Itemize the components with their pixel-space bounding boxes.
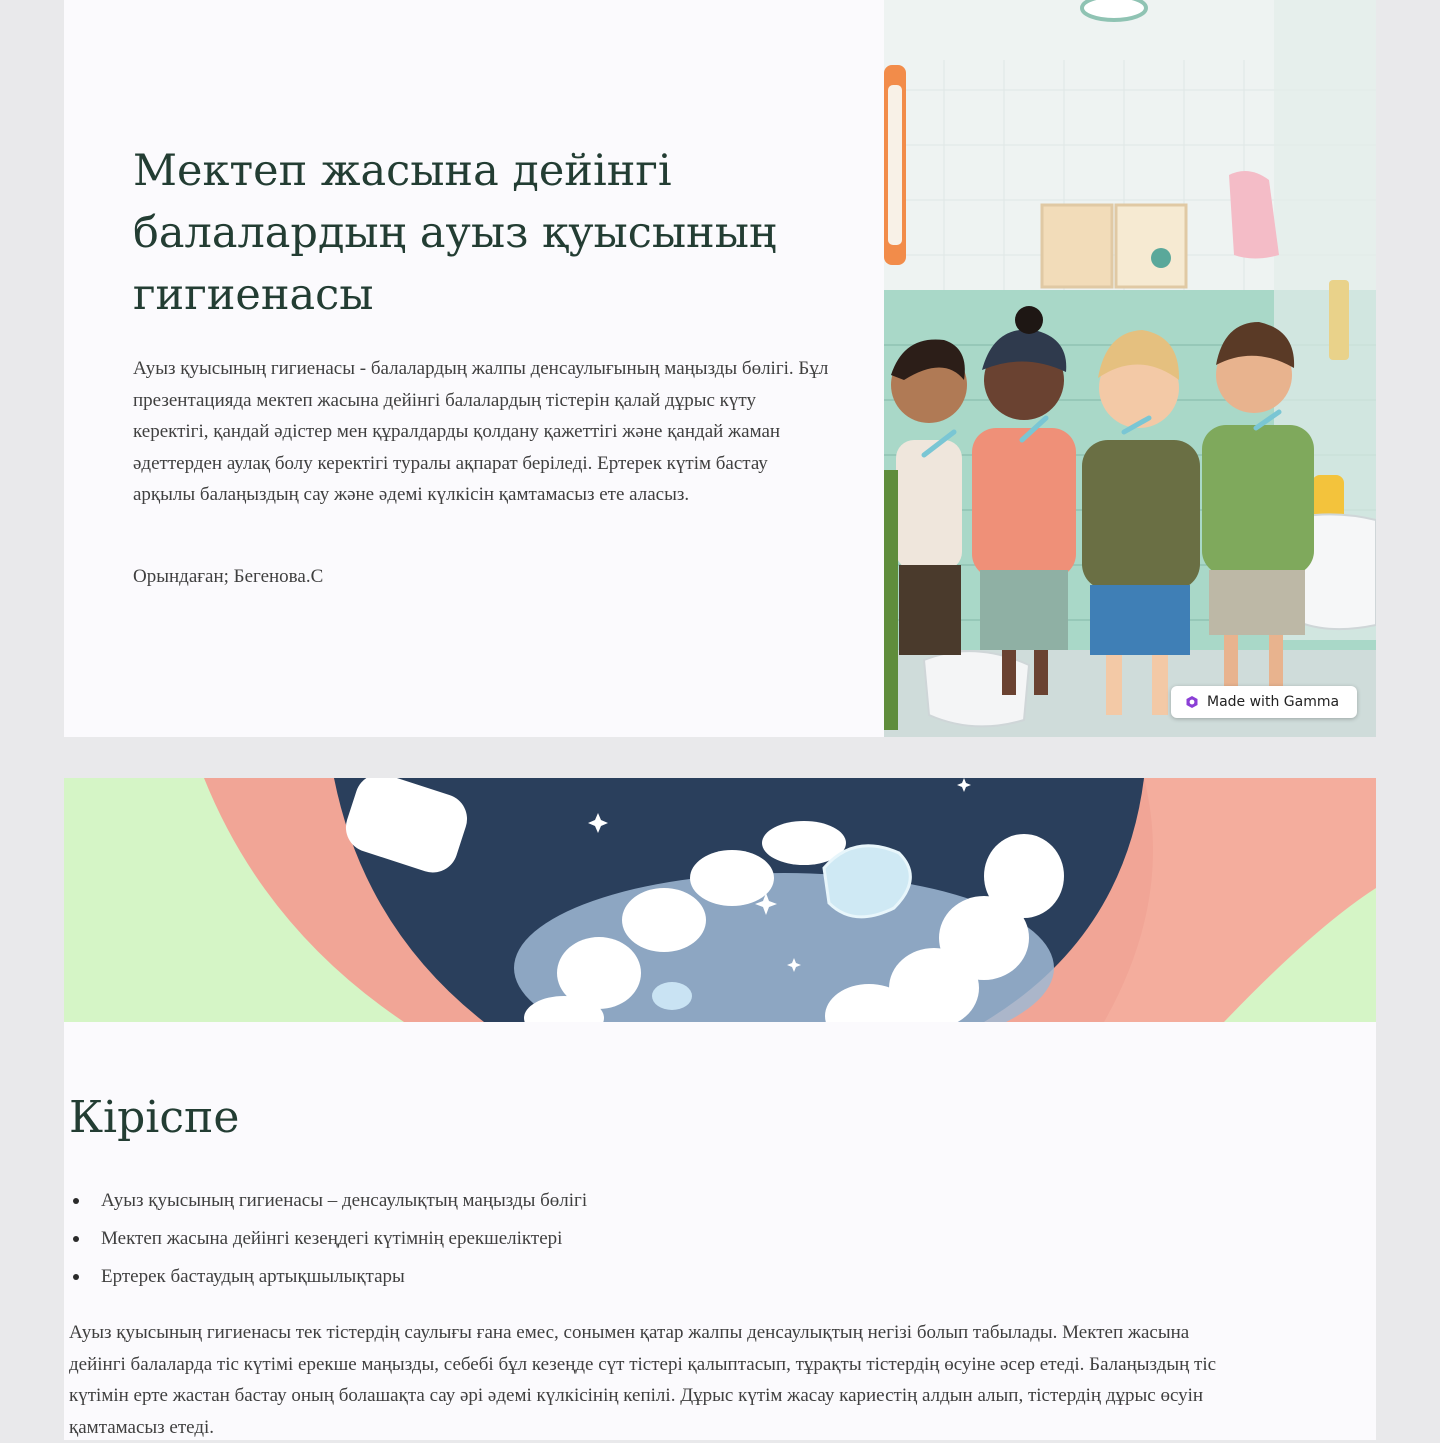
badge-label: Made with Gamma [1207,694,1340,710]
slide-1 [64,0,1376,737]
bullet-item: Мектеп жасына дейінгі кезеңдегі күтімнің ерекшеліктері [69,1220,1169,1258]
bullet-item: Ертерек бастаудың артықшылықтары [69,1258,1169,1296]
intro-paragraph: Ауыз қуысының гигиенасы - балалардың жалпы денсаулығының маңызды бөлігі. Бұл презентацияда мектеп жасына дейінгі балалардың тістерін қалай дұрыс күту керектігі, қандай әдістер мен құралдарды қолдану қажеттігі және қандай жаман әдеттерден аулақ болу керектігі туралы ақпарат беріледі. Ертерек күтім бастау арқылы балаңыздың сау және әдемі күлкісін қамтамасыз ете аласыз. [133,358,829,505]
section-heading: Кіріспе [69,1092,240,1143]
tooth-banner-image [64,778,1376,1022]
gamma-logo-icon [1185,695,1199,709]
kids-brushing-teeth-image [884,0,1376,737]
bullet-item: Ауыз қуысының гигиенасы – денсаулықтың маңызды бөлігі [69,1182,1169,1220]
made-with-gamma-badge[interactable] [1171,686,1357,718]
bathroom-illustration [884,0,1376,737]
mouth-teeth-illustration [64,778,1376,1022]
intro-bullets [69,1182,1169,1296]
slide-title: Мектеп жасына дейінгі балалардың ауыз қуысының гигиенасы [133,146,777,320]
author-line: Орындаған; Бегенова.С [133,566,324,587]
section-body-paragraph: Ауыз қуысының гигиенасы тек тістердің саулығы ғана емес, сонымен қатар жалпы денсаулықтың негізі болып табылады. Мектеп жасына дейінгі балаларда тіс күтімі ерекше маңызды, себебі бұл кезеңде сүт тістері қалыптасып, тұрақты тістердің өсуіне әсер етеді. Балаңыздың тіс күтімін ерте жастан бастау оның болашақта сау әрі әдемі күлкісінің кепілі. Дұрыс күтім жасау кариестің алдын алып, тістердің дұрыс өсуін қамтамасыз етеді. [69,1322,1217,1438]
